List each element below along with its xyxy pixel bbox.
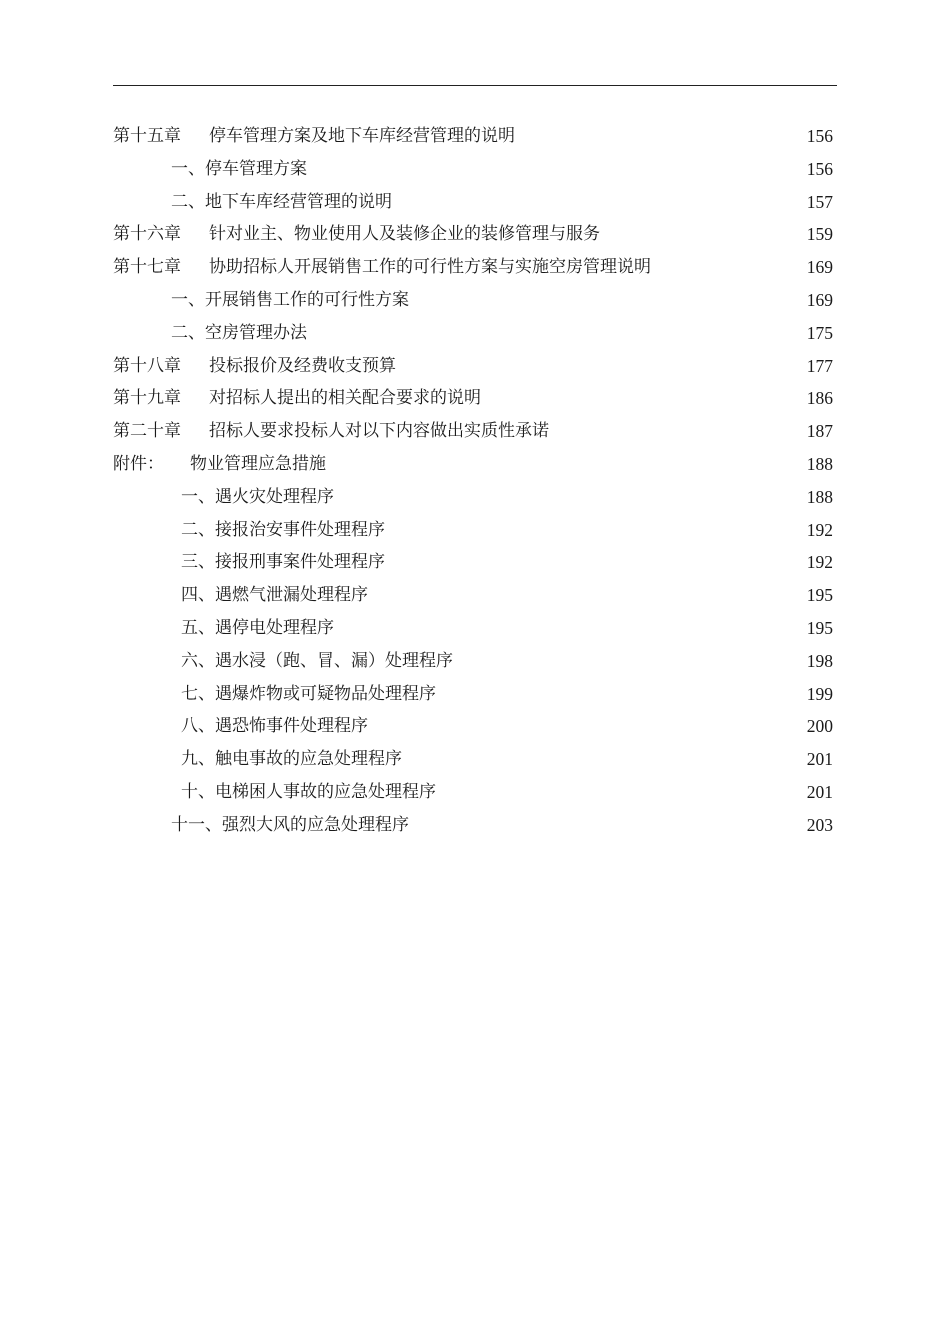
toc-entry-label <box>181 645 453 678</box>
toc-entry[interactable] <box>113 678 833 711</box>
toc-entry-title: 一、遇火灾处理程序 <box>181 486 334 507</box>
toc-entry[interactable] <box>113 284 833 317</box>
toc-entry[interactable] <box>113 153 833 186</box>
toc-entry-label <box>113 448 326 481</box>
toc-entry-title: 四、遇燃气泄漏处理程序 <box>181 585 368 606</box>
toc-page-number: 188 <box>806 486 833 507</box>
toc-entry-title: 停车管理方案及地下车库经营管理的说明 <box>209 126 515 146</box>
toc-entry-label <box>113 120 515 153</box>
toc-page-number: 156 <box>806 126 833 146</box>
chapter-number: 第十七章 <box>113 257 181 278</box>
toc-entry-label <box>171 186 392 219</box>
chapter-number: 第二十章 <box>113 421 181 442</box>
toc-entry-title: 协助招标人开展销售工作的可行性方案与实施空房管理说明 <box>209 257 651 278</box>
toc-entry-title: 物业管理应急措施 <box>190 453 326 474</box>
toc-page-number: 186 <box>806 388 833 409</box>
toc-entry-label <box>181 579 368 612</box>
toc-entry-title: 招标人要求投标人对以下内容做出实质性承诺 <box>209 421 549 442</box>
toc-page-number: 188 <box>806 453 833 474</box>
toc-entry[interactable] <box>113 645 833 678</box>
toc-entry[interactable] <box>113 481 833 514</box>
toc-entry[interactable] <box>113 710 833 743</box>
toc-entry-label <box>181 481 334 514</box>
toc-page-number: 169 <box>806 289 833 310</box>
toc-page-number: 198 <box>806 650 833 671</box>
toc-page-number: 203 <box>806 814 833 835</box>
chapter-number: 第十六章 <box>113 224 181 245</box>
header-rule <box>113 85 837 86</box>
toc-page-number: 195 <box>806 585 833 606</box>
toc-entry[interactable] <box>113 350 833 383</box>
toc-entry-label <box>113 251 651 284</box>
chapter-number: 第十五章 <box>113 126 181 146</box>
toc-entry-title: 二、空房管理办法 <box>171 322 307 343</box>
toc-entry-label <box>113 415 549 448</box>
toc-page-number: 201 <box>806 781 833 802</box>
toc-entry-label <box>171 317 307 350</box>
chapter-number: 第十八章 <box>113 355 181 376</box>
toc-entry-label <box>181 678 436 711</box>
toc-page-number: 201 <box>806 749 833 770</box>
toc-page-number: 199 <box>806 683 833 704</box>
toc-entry-title: 二、地下车库经营管理的说明 <box>171 191 392 212</box>
toc-entry-title: 针对业主、物业使用人及装修企业的装修管理与服务 <box>209 224 600 245</box>
toc-entry-title: 对招标人提出的相关配合要求的说明 <box>209 388 481 409</box>
toc-page-number: 187 <box>806 421 833 442</box>
toc-entry[interactable] <box>113 579 833 612</box>
chapter-number: 第十九章 <box>113 388 181 409</box>
toc-page-number: 175 <box>806 322 833 343</box>
toc-page-number: 192 <box>806 519 833 540</box>
toc-entry-title: 一、停车管理方案 <box>171 158 307 179</box>
toc-entry-title: 五、遇停电处理程序 <box>181 617 334 638</box>
toc-entry[interactable] <box>113 546 833 579</box>
toc-entry-title: 投标报价及经费收支预算 <box>209 355 396 376</box>
toc-entry-label <box>181 710 368 743</box>
toc-page-number: 156 <box>806 158 833 179</box>
toc-entry[interactable] <box>113 218 833 251</box>
toc-page-number: 200 <box>806 716 833 737</box>
toc-entry-label <box>181 546 385 579</box>
toc-entry[interactable] <box>113 186 833 219</box>
toc-entry-label <box>171 153 307 186</box>
toc-entry-label <box>171 284 409 317</box>
toc-entry[interactable] <box>113 448 833 481</box>
toc-entry[interactable] <box>113 514 833 547</box>
toc-page-number: 177 <box>806 355 833 376</box>
toc-entry-label <box>181 612 334 645</box>
toc-entry[interactable] <box>113 382 833 415</box>
table-of-contents <box>113 120 833 842</box>
toc-page-number: 159 <box>806 224 833 245</box>
toc-entry-title: 十、电梯困人事故的应急处理程序 <box>181 781 436 802</box>
toc-entry-title: 七、遇爆炸物或可疑物品处理程序 <box>181 683 436 704</box>
toc-entry[interactable] <box>113 776 833 809</box>
toc-page-number: 169 <box>806 257 833 278</box>
toc-entry-title: 六、遇水浸（跑、冒、漏）处理程序 <box>181 650 453 671</box>
toc-entry[interactable] <box>113 743 833 776</box>
toc-entry[interactable] <box>113 612 833 645</box>
toc-page-number: 192 <box>806 552 833 573</box>
toc-entry-title: 十一、强烈大风的应急处理程序 <box>171 814 409 835</box>
toc-entry-label <box>181 743 402 776</box>
toc-entry[interactable] <box>113 809 833 842</box>
toc-entry-label <box>113 382 481 415</box>
attachment-prefix: 附件： <box>113 453 164 474</box>
toc-entry-label <box>181 514 385 547</box>
toc-page-number: 195 <box>806 617 833 638</box>
toc-page-number: 157 <box>806 191 833 212</box>
toc-entry-title: 一、开展销售工作的可行性方案 <box>171 289 409 310</box>
toc-entry[interactable] <box>113 251 833 284</box>
toc-entry[interactable] <box>113 120 833 153</box>
toc-entry-title: 九、触电事故的应急处理程序 <box>181 749 402 770</box>
toc-entry[interactable] <box>113 317 833 350</box>
toc-entry-title: 八、遇恐怖事件处理程序 <box>181 716 368 737</box>
toc-entry-label <box>171 809 409 842</box>
toc-entry-title: 二、接报治安事件处理程序 <box>181 519 385 540</box>
toc-entry-label <box>113 350 396 383</box>
toc-entry-label <box>113 218 600 251</box>
toc-entry-title: 三、接报刑事案件处理程序 <box>181 552 385 573</box>
toc-entry[interactable] <box>113 415 833 448</box>
toc-entry-label <box>181 776 436 809</box>
